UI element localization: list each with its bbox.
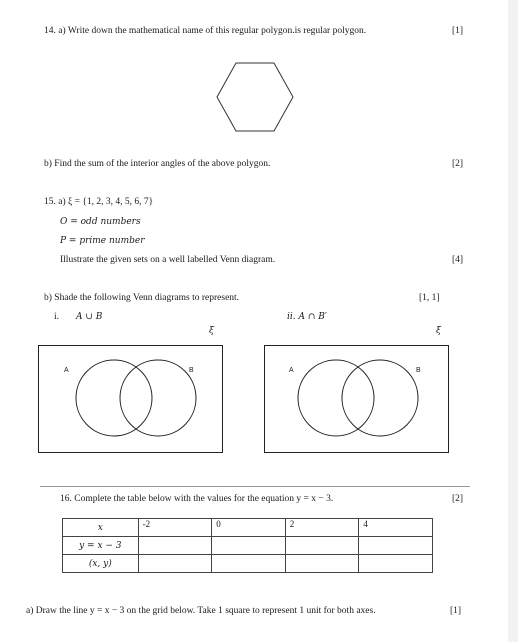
q15b-marks: [1, 1]: [419, 293, 440, 303]
table-row: [63, 519, 433, 537]
q15a-universal-set: 15. a) ξ = {1, 2, 3, 4, 5, 6, 7}: [44, 197, 154, 207]
q16-marks: [2]: [452, 494, 464, 504]
venn2-universal-symbol: ξ: [436, 326, 441, 336]
venn1-label-a: A: [64, 367, 69, 374]
table-cell-empty[interactable]: [359, 555, 433, 573]
venn1-universal-symbol: ξ: [209, 326, 214, 336]
q16a-marks: [1]: [450, 606, 462, 616]
q16-text: 16. Complete the table below with the values for the equation y = x − 3.: [60, 494, 334, 504]
hexagon-figure: [216, 60, 296, 135]
q15b-text: b) Shade the following Venn diagrams to represent.: [44, 293, 240, 303]
table-cell-empty[interactable]: [285, 537, 359, 555]
q16a-text: a) Draw the line y = x − 3 on the grid below. Take 1 square to represent 1 unit for both axes.: [26, 606, 376, 616]
table-cell-empty[interactable]: [212, 537, 286, 555]
q15a-marks: [4]: [452, 255, 464, 265]
q14a-text: 14. a) Write down the mathematical name of this regular polygon.is regular polygon.: [44, 26, 367, 36]
table-cell-empty[interactable]: [285, 555, 359, 573]
page-scroll-edge: [508, 0, 518, 642]
table-label-xy: (x, y): [63, 555, 139, 573]
table-header-x: x: [63, 519, 139, 537]
q15b-ii-expression: ii. A ∩ B′: [287, 312, 327, 322]
table-label-y: y = x − 3: [63, 537, 139, 555]
q14a-marks: [1]: [452, 26, 464, 36]
values-table: [62, 518, 433, 573]
venn1-circles: [39, 346, 222, 452]
q15b-i-number: i.: [54, 312, 60, 322]
venn2-label-a: A: [289, 367, 294, 374]
table-row: [63, 537, 433, 555]
q15a-set-p: P = prime number: [60, 236, 145, 246]
table-row: [63, 555, 433, 573]
table-cell-empty[interactable]: [212, 555, 286, 573]
section-divider: [40, 486, 470, 487]
q15a-instruction: Illustrate the given sets on a well labelled Venn diagram.: [60, 255, 276, 265]
venn1-label-b: B: [189, 367, 194, 374]
venn-diagram-2: [264, 345, 449, 453]
table-cell-x3: 2: [285, 519, 359, 537]
table-cell-empty[interactable]: [138, 555, 212, 573]
table-cell-empty[interactable]: [359, 537, 433, 555]
table-cell-x2: 0: [212, 519, 286, 537]
q14b-text: b) Find the sum of the interior angles of the above polygon.: [44, 159, 271, 169]
table-cell-x1: -2: [138, 519, 212, 537]
q15a-set-o: O = odd numbers: [60, 217, 141, 227]
venn-diagram-1: [38, 345, 223, 453]
q14b-marks: [2]: [452, 159, 464, 169]
venn2-label-b: B: [416, 367, 421, 374]
q15b-i-expression: A ∪ B: [76, 312, 103, 322]
venn2-circles: [265, 346, 448, 452]
table-cell-empty[interactable]: [138, 537, 212, 555]
table-cell-x4: 4: [359, 519, 433, 537]
